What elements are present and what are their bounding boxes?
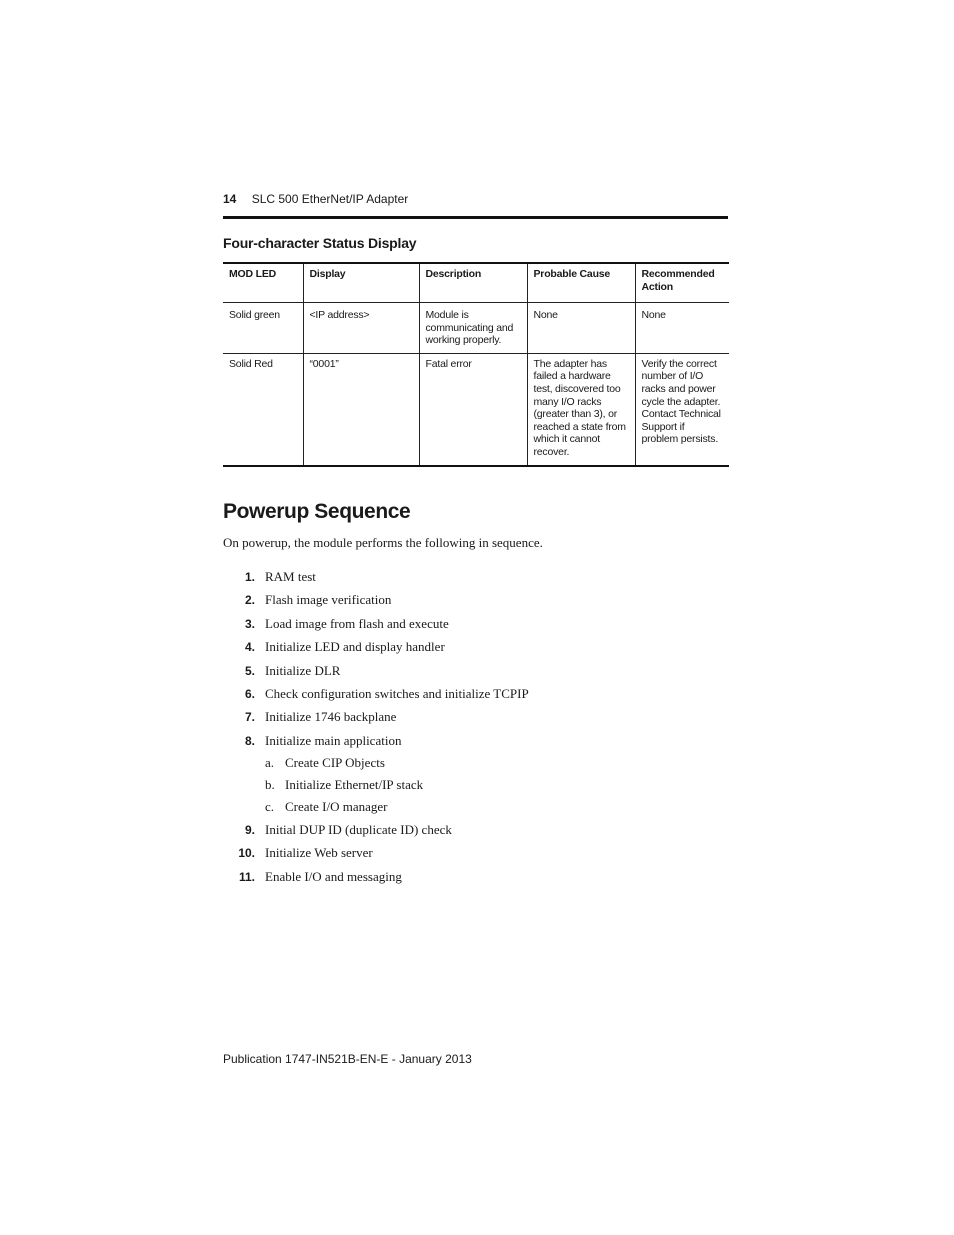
step-text: Flash image verification [265,592,392,608]
step-number: 4. [244,640,255,655]
step-text: Enable I/O and messaging [265,868,402,884]
substep-text: Create CIP Objects [285,754,385,770]
substep-text: Initialize Ethernet/IP stack [285,776,424,792]
table-row [223,353,729,465]
column-header-display: Display [303,263,419,303]
cell-display: <IP address> [303,303,419,354]
publication-footer: Publication 1747-IN521B-EN-E - January 2013 [223,1052,472,1066]
substep-letter: c. [265,798,275,814]
step-number: 8. [244,733,255,748]
page-header [223,192,728,219]
step-text: Initialize LED and display handler [265,639,445,655]
cell-mod-led: Solid green [223,303,303,354]
step-text: Initialize DLR [265,662,341,678]
step-number: 7. [244,710,255,725]
powerup-heading: Powerup Sequence [223,500,411,523]
column-header-probable-cause: Probable Cause [527,263,635,303]
table-header-row [223,263,729,303]
step-text: Initialize Web server [265,845,373,861]
cell-probable-cause: None [527,303,635,354]
cell-recommended-action: Verify the correct number of I/O racks and power cycle the adapter. Contact Technical Support if problem persists. [635,353,729,465]
step-number: 9. [244,822,255,837]
step-text: Initial DUP ID (duplicate ID) check [265,821,452,837]
step-text: Check configuration switches and initialize TCPIP [265,685,529,701]
step-number: 10. [238,846,255,861]
page-number: 14 [223,192,237,206]
document-title: SLC 500 EtherNet/IP Adapter [251,192,409,206]
column-header-mod-led: MOD LED [223,263,303,303]
cell-description: Fatal error [419,353,527,465]
substep-text: Create I/O manager [285,798,388,814]
cell-recommended-action: None [635,303,729,354]
step-number: 1. [244,570,255,584]
column-header-description: Description [419,263,527,303]
step-number: 6. [244,686,255,701]
step-text: Load image from flash and execute [265,615,449,631]
column-header-recommended-action: Recommended Action [635,263,729,303]
status-display-table [223,262,729,467]
step-text: Initialize main application [265,732,402,748]
cell-display: “0001” [303,353,419,465]
step-number: 11. [238,869,255,884]
cell-description: Module is communicating and working properly. [419,303,527,354]
step-text: RAM test [265,569,316,584]
powerup-intro: On powerup, the module performs the following in sequence. [223,535,543,550]
substep-letter: a. [265,754,275,770]
status-display-heading: Four-character Status Display [223,235,417,251]
step-number: 5. [244,663,255,678]
substep-letter: b. [265,776,275,792]
table-row [223,303,729,354]
step-number: 3. [244,616,255,631]
step-text: Initialize 1746 backplane [265,709,397,725]
cell-probable-cause: The adapter has failed a hardware test, discovered too many I/O racks (greater than 3), or reached a state from which it cannot recover. [527,353,635,465]
step-number: 2. [244,593,255,608]
cell-mod-led: Solid Red [229,357,273,370]
